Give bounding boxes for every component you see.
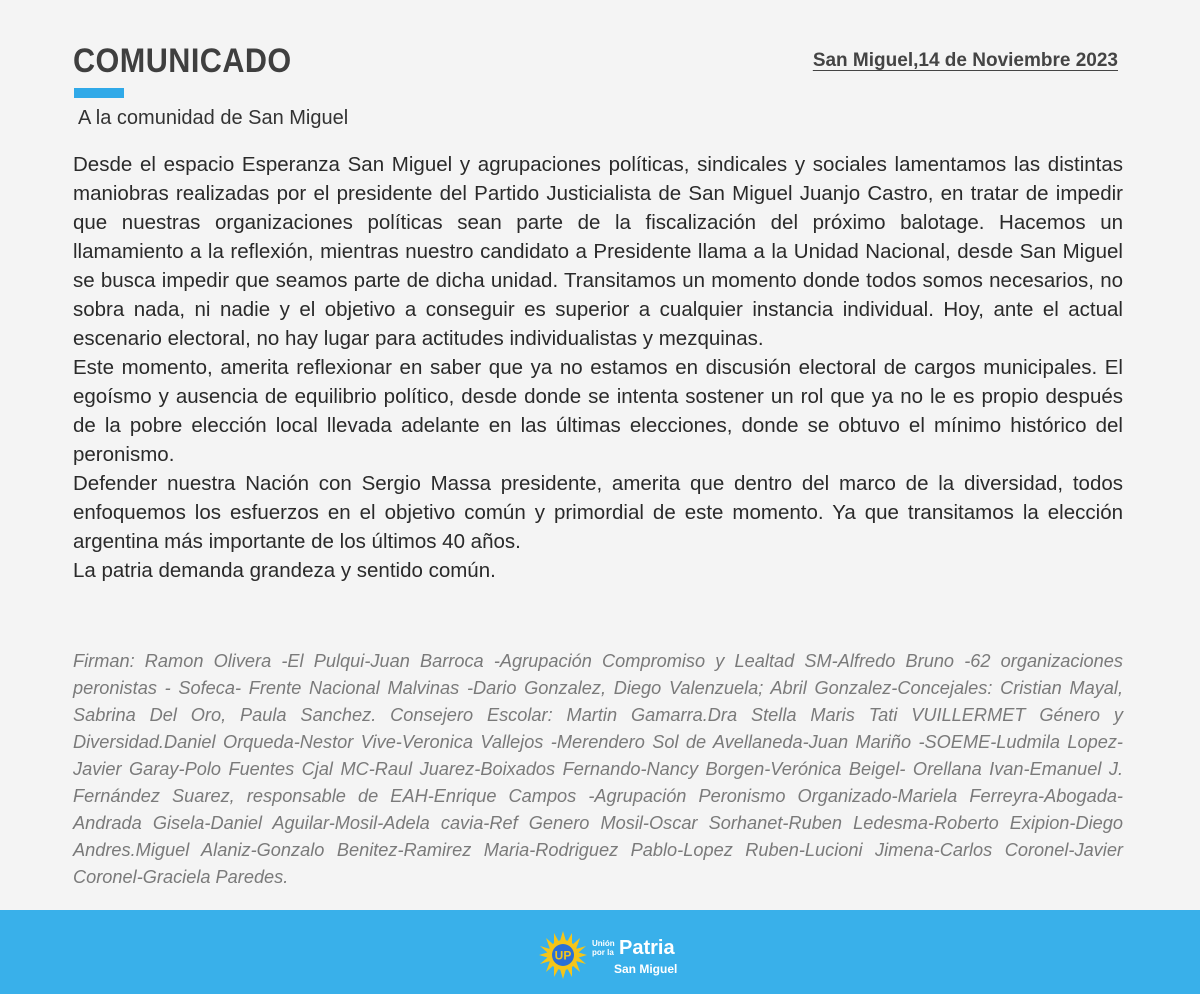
page-title: COMUNICADO [73, 42, 292, 80]
logo-small-line: Unión [592, 939, 615, 948]
title-accent-bar [74, 88, 124, 98]
union-por-la-patria-logo [535, 931, 695, 979]
statement-body [73, 150, 1123, 585]
sun-icon [535, 931, 591, 979]
logo-word: Patria [619, 937, 675, 959]
paragraph: Desde el espacio Esperanza San Miguel y agrupaciones políticas, sindicales y sociales lamentamos las distintas maniobras realizadas por el presidente del Partido Justicialista de San Miguel Juanjo Castro, en tratar de impedir que nuestras organizaciones políticas sean parte de la fiscalización del próximo balotage. Hacemos un llamamiento a la reflexión, mientras nuestro candidato a Presidente llama a la Unidad Nacional, desde San Miguel se busca impedir que seamos parte de dicha unidad. Transitamos un momento donde todos somos necesarios, no sobra nada, ni nadie y el objetivo a conseguir es superior a cualquier instancia individual. Hoy, ante el actual escenario electoral, no hay lugar para actitudes individualistas y mezquinas. [73, 153, 1123, 350]
signatories: Firman: Ramon Olivera -El Pulqui-Juan Barroca -Agrupación Compromiso y Lealtad SM-Alfredo Bruno -62 organizaciones peronistas - Sofeca- Frente Nacional Malvinas -Dario Gonzalez, Diego Valenzuela; Abril Gonzalez-Concejales: Cristian Mayal, Sabrina Del Oro, Paula Sanchez. Consejero Escolar: Martin Gamarra.Dra Stella Maris Tati VUILLERMET Género y Diversidad.Daniel Orqueda-Nestor Vive-Veronica Vallejos -Merendero Sol de Avellaneda-Juan Mariño -SOEME-Ludmila Lopez-Javier Garay-Polo Fuentes Cjal MC-Raul Juarez-Boixados Fernando-Nancy Borgen-Verónica Beigel- Orellana Ivan-Emanuel J. Fernández Suarez, responsable de EAH-Enrique Campos -Agrupación Peronismo Organizado-Mariela Ferreyra-Abogada-Andrada Gisela-Daniel Aguilar-Mosil-Adela cavia-Ref Genero Mosil-Oscar Sorhanet-Ruben Ledesma-Roberto Exipion-Diego Andres.Miguel Alaniz-Gonzalo Benitez-Ramirez Maria-Rodriguez Pablo-Lopez Ruben-Lucioni Jimena-Carlos Coronel-Javier Coronel-Graciela Paredes. [73, 651, 1123, 887]
paragraph: Defender nuestra Nación con Sergio Massa presidente, amerita que dentro del marco de la diversidad, todos enfoquemos los esfuerzos en el objetivo común y primordial de este momento. Ya que transitamos la elección argentina más importante de los últimos 40 años. [73, 472, 1123, 553]
greeting: A la comunidad de San Miguel [78, 107, 349, 129]
document-date: San Miguel,14 de Noviembre 2023 [812, 50, 1118, 71]
logo-small-text [592, 939, 615, 957]
logo-small-line: por la [592, 948, 614, 957]
paragraph: La patria demanda grandeza y sentido común. [73, 559, 496, 582]
paragraph: Este momento, amerita reflexionar en saber que ya no estamos en discusión electoral de cargos municipales. El egoísmo y ausencia de equilibrio político, desde donde se intenta sostener un rol que ya no le es propio después de la pobre elección local llevada adelante en las últimas elecciones, donde se obtuvo el mínimo histórico del peronismo. [73, 356, 1123, 466]
logo-badge-text: UP [554, 948, 572, 963]
logo-subtitle: San Miguel [614, 962, 678, 976]
